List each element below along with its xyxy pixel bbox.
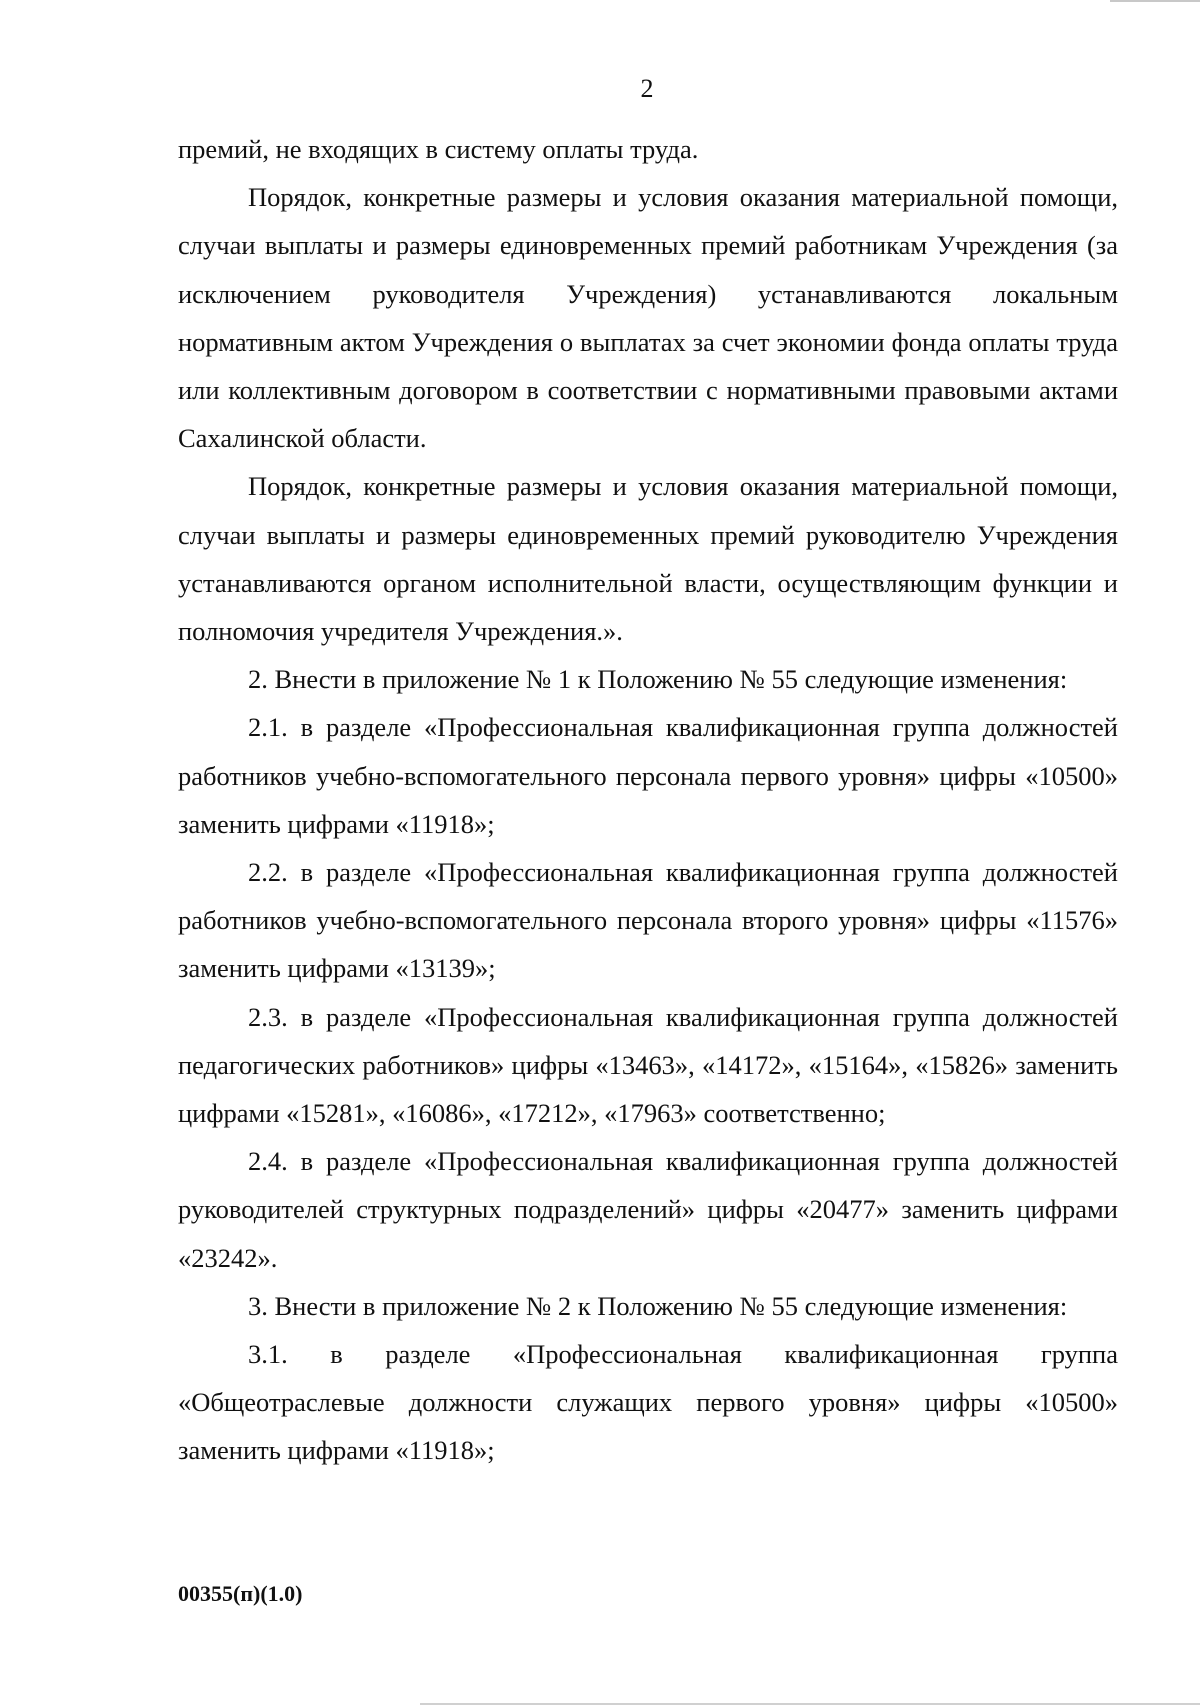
page-number: 2 xyxy=(640,74,654,103)
paragraph-item-3: 3. Внести в приложение № 2 к Положению № 55 следующие изменения: xyxy=(248,1290,1068,1321)
paragraph-continuation: премий, не входящих в систему оплаты труда. xyxy=(178,134,699,164)
document-code: 00355(п)(1.0) xyxy=(178,1581,303,1606)
paragraph-item-2-1: 2.1. в разделе «Профессиональная квалификационная группа должностей работников учебно-вспомогательного персонала первого уровня» цифры «10500» заменить цифрами «11918»; xyxy=(178,712,1118,839)
paragraph-item-2: 2. Внести в приложение № 1 к Положению № 55 следующие изменения: xyxy=(248,664,1068,695)
paragraph-item-2-4: 2.4. в разделе «Профессиональная квалификационная группа должностей руководителей структурных подразделений» цифры «20477» заменить цифрами «23242». xyxy=(178,1146,1118,1273)
paragraph-employees-assistance: Порядок, конкретные размеры и условия оказания материальной помощи, случаи выплаты и размеры единовременных премий работникам Учреждения (за исключением руководителя Учреждения) устанавливаются локальным нормативным актом Учреждения о выплатах за счет экономии фонда оплаты труда или коллективным договором в соответствии с нормативными правовыми актами Сахалинской области. xyxy=(178,182,1118,454)
paragraph-item-3-1: 3.1. в разделе «Профессиональная квалификационная группа «Общеотраслевые должности служащих первого уровня» цифры «10500» заменить цифрами «11918»; xyxy=(178,1339,1118,1466)
scan-edge-line-top xyxy=(1110,0,1200,2)
paragraph-head-assistance: Порядок, конкретные размеры и условия оказания материальной помощи, случаи выплаты и размеры единовременных премий руководителю Учреждения устанавливаются органом исполнительной власти, осуществляющим функции и полномочия учредителя Учреждения.». xyxy=(178,471,1118,647)
document-body xyxy=(178,125,1118,1475)
paragraph-item-2-2: 2.2. в разделе «Профессиональная квалификационная группа должностей работников учебно-вспомогательного персонала второго уровня» цифры «11576» заменить цифрами «13139»; xyxy=(178,857,1118,984)
paragraph-item-2-3: 2.3. в разделе «Профессиональная квалификационная группа должностей педагогических работников» цифры «13463», «14172», «15164», «15826» заменить цифрами «15281», «16086», «17212», «17963» соответственно; xyxy=(178,1001,1118,1129)
